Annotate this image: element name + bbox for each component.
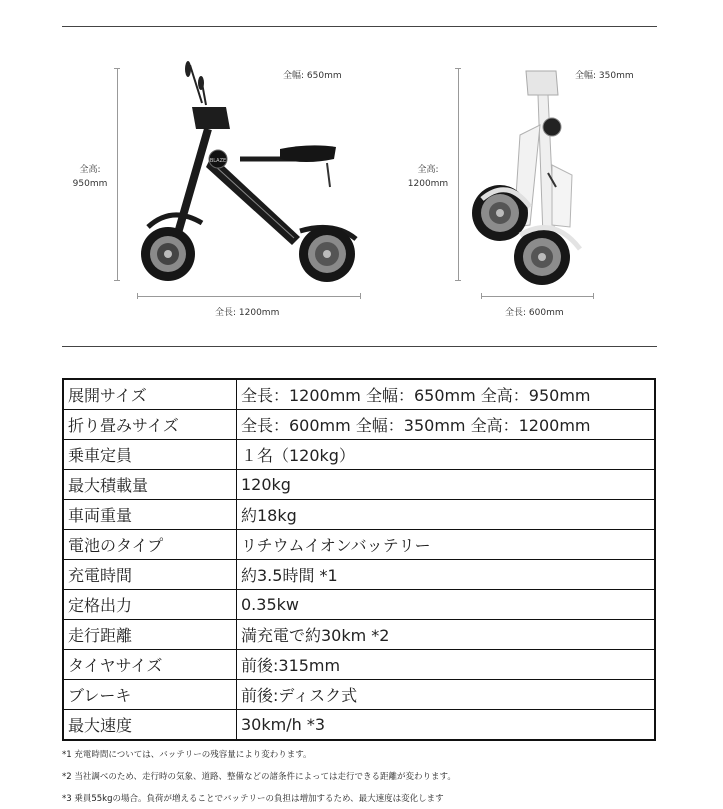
spec-value: 満充電で約30km *2 [237, 620, 656, 650]
unfolded-length-tick-left [137, 293, 138, 299]
spec-value: 30km/h *3 [237, 710, 656, 741]
spec-value: １名（120kg） [237, 440, 656, 470]
spec-row [63, 590, 655, 620]
middle-divider [62, 346, 657, 347]
folded-length-tick-left [481, 293, 482, 299]
folded-width-label: 全幅: 350mm [575, 71, 634, 81]
spec-label: 最大積載量 [63, 470, 237, 500]
spec-label: 折り畳みサイズ [63, 410, 237, 440]
spec-label: 乗車定員 [63, 440, 237, 470]
spec-value: 全長：600mm 全幅：350mm 全高：1200mm [237, 410, 656, 440]
folded-length-tick-right [593, 293, 594, 299]
unfolded-length-guide [137, 296, 360, 297]
spec-label: ブレーキ [63, 680, 237, 710]
unfolded-height-tick-top [114, 68, 120, 69]
spec-value: 前後:315mm [237, 650, 656, 680]
spec-label: タイヤサイズ [63, 650, 237, 680]
spec-value: 0.35kw [237, 590, 656, 620]
top-divider [62, 26, 657, 27]
spec-table-body [63, 379, 655, 740]
folded-scooter-image [468, 65, 593, 290]
spec-label: 車両重量 [63, 500, 237, 530]
spec-row [63, 470, 655, 500]
unfolded-length-label: 全長: 1200mm [215, 308, 280, 318]
spec-row [63, 530, 655, 560]
spec-value: 前後:ディスク式 [237, 680, 656, 710]
folded-height-guide [458, 68, 459, 280]
footnote-1: *1 充電時間については、バッテリーの残容量により変わります。 [62, 750, 312, 760]
unfolded-height-value: 950mm [72, 179, 108, 189]
spec-label: 充電時間 [63, 560, 237, 590]
unfolded-height-label [70, 162, 110, 189]
folded-length-label: 全長: 600mm [505, 308, 564, 318]
unfolded-width-label: 全幅: 650mm [283, 71, 342, 81]
brand-logo-text: BLAZE [209, 158, 227, 164]
spec-label: 最大速度 [63, 710, 237, 741]
spec-label: 展開サイズ [63, 379, 237, 410]
spec-value: 120kg [237, 470, 656, 500]
spec-value: 約3.5時間 *1 [237, 560, 656, 590]
spec-label: 電池のタイプ [63, 530, 237, 560]
spec-row [63, 410, 655, 440]
unfolded-height-guide [117, 68, 118, 280]
folded-length-guide [481, 296, 593, 297]
folded-height-value: 1200mm [407, 179, 449, 189]
spec-value: 約18kg [237, 500, 656, 530]
spec-value: 全長：1200mm 全幅：650mm 全高：950mm [237, 379, 656, 410]
spec-row [63, 620, 655, 650]
folded-height-tick-top [455, 68, 461, 69]
spec-label: 走行距離 [63, 620, 237, 650]
spec-table [62, 378, 656, 741]
folded-height-tick-bottom [455, 280, 461, 281]
folded-height-caption: 全高: [417, 165, 439, 175]
footnote-2: *2 当社調べのため、走行時の気象、道路、整備などの諸条件によっては走行できる距離が変わります。 [62, 772, 456, 782]
folded-height-label [405, 162, 451, 189]
spec-label: 定格出力 [63, 590, 237, 620]
spec-row [63, 379, 655, 410]
footnote-3: *3 乗員55kgの場合。負荷が増えることでバッテリーの負担は増加するため、最大速度は変化します [62, 794, 444, 804]
unfolded-length-tick-right [360, 293, 361, 299]
spec-row [63, 440, 655, 470]
unfolded-scooter-image [130, 55, 370, 290]
spec-row [63, 680, 655, 710]
spec-value: リチウムイオンバッテリー [237, 530, 656, 560]
spec-row [63, 560, 655, 590]
spec-row [63, 650, 655, 680]
unfolded-height-tick-bottom [114, 280, 120, 281]
spec-row [63, 710, 655, 741]
unfolded-height-caption: 全高: [79, 165, 101, 175]
spec-row [63, 500, 655, 530]
